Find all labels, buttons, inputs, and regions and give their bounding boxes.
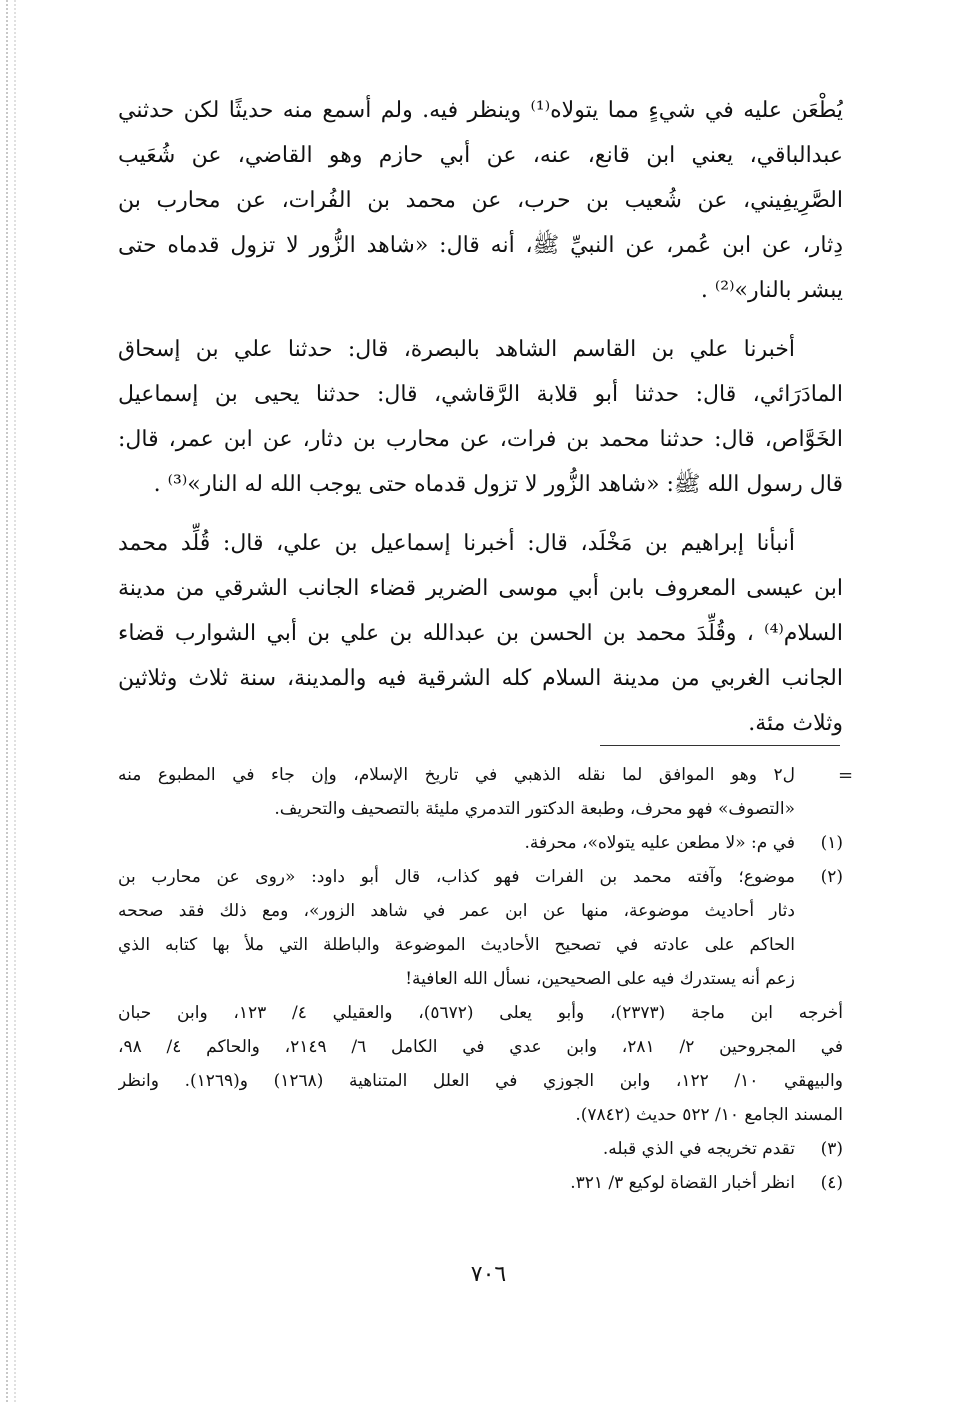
footnote-line: موضوع؛ وآفته محمد بن الفرات فهو كذاب، قال أبو داود: «روى عن محارب بن	[118, 867, 795, 887]
footnote-line: أخرجه ابن ماجة (٢٣٧٣)، وأبو يعلى (٥٦٧٢)، والعقيلي ٤/ ١٢٣، وابن حبان	[118, 1003, 843, 1023]
main-text	[118, 88, 843, 746]
footnote-number: (٣)	[820, 1139, 843, 1159]
footnote-2-takhrij	[118, 996, 843, 1132]
text-line: الصَّرِيفِيني، عن شُعيب بن حرب، عن محمد بن الفُرات، عن محارب بن	[118, 188, 843, 213]
text-line: الجانب الغربي من مدينة السلام كله الشرقية فيه والمدينة، سنة ثلاث وثلاثين	[118, 666, 843, 691]
footnotes	[118, 758, 843, 1200]
footnote-2	[118, 860, 843, 996]
paragraph-3	[118, 521, 843, 746]
footnote-line: «التصوف» فهو محرف، وطبعة الدكتور التدمري مليئة بالتصحيف والتحريف.	[274, 799, 795, 819]
footnote-continued	[118, 758, 843, 826]
footnote-3	[118, 1132, 843, 1166]
paragraph-2	[118, 327, 843, 507]
text-line: المادَرَائي، قال: حدثنا أبو قلابة الرَّقاشي، قال: حدثنا يحيى بن إسماعيل	[118, 382, 843, 407]
text-line: الخَوَّاص، قال: حدثنا محمد بن فرات، عن محارب بن دثار، عن ابن عمر، قال:	[118, 427, 843, 452]
footnote-line: تقدم تخريجه في الذي قبله.	[602, 1139, 795, 1159]
text-line: ابن عيسى المعروف بابن أبي موسى الضرير قضاء الجانب الشرقي من مدينة	[118, 576, 843, 601]
page-number: ٧٠٦	[470, 1262, 507, 1287]
text-line: دِثار، عن ابن عُمر، عن النبيِّ ﷺ، أنه قال: «شاهد الزُّور لا تزول قدماه حتى	[118, 233, 843, 258]
footnote-number: (١)	[820, 833, 843, 853]
footnote-separator	[600, 745, 840, 746]
paragraph-1	[118, 88, 843, 313]
scan-margin-dots-inner	[14, 0, 16, 1402]
footnote-number: (٤)	[820, 1173, 843, 1193]
text-line: أنبأنا إبراهيم بن مَخْلَد، قال: أخبرنا إسماعيل بن علي، قال: قُلِّد محمد	[118, 531, 795, 556]
text-line: السلام⁽⁴⁾ ، وقُلِّدَ محمد بن الحسن بن عبدالله بن علي بن أبي الشوارب قضاء	[118, 621, 843, 646]
text-line: قال رسول الله ﷺ: «شاهد الزُّور لا تزول قدماه حتى يوجب الله له النار»⁽³⁾ .	[153, 472, 843, 497]
footnote-line: في م: «لا مطعن عليه يتولاه»، محرفة.	[524, 833, 795, 853]
footnote-number: (٢)	[820, 867, 843, 887]
footnote-line: زعم أنه يستدرك فيه على الصحيحين، نسأل الله العافية!	[405, 969, 795, 989]
text-line: وثلاث مئة.	[748, 711, 843, 736]
text-line: يُطْعَن عليه في شيءٍ مما يتولاه⁽¹⁾ وينظر فيه. ولم أسمع منه حديثًا لكن حدثني	[118, 98, 843, 123]
footnote-1	[118, 826, 843, 860]
text-line: عبدالباقي، يعني ابن قانع، عنه، عن أبي حازم وهو القاضي، عن شُعَيب	[118, 143, 843, 168]
text-line: أخبرنا علي بن القاسم الشاهد بالبصرة، قال: حدثنا علي بن إسحاق	[118, 337, 795, 362]
footnote-line: في المجروحين ٢/ ٢٨١، وابن عدي في الكامل ٦/ ٢١٤٩، والحاكم ٤/ ٩٨،	[118, 1037, 843, 1057]
footnote-line: دثار أحاديث موضوعة، منها عن ابن عمر في شاهد الزور»، ومع ذلك فقد صححه	[118, 901, 795, 921]
footnote-line: الحاكم على عادته في تصحيح الأحاديث الموضوعة والباطلة التي ملأ بها كتابه الذي	[118, 935, 795, 955]
footnote-line: المسند الجامع ١٠/ ٥٢٢ حديث (٧٨٤٢).	[575, 1105, 843, 1125]
scan-margin-dots	[6, 0, 8, 1402]
footnote-line: انظر أخبار القضاة لوكيع ٣/ ٣٢١.	[570, 1173, 795, 1193]
footnote-line: والبيهقي ١٠/ ١٢٢، وابن الجوزي في العلل المتناهية (١٢٦٨) و(١٢٦٩). وانظر	[118, 1071, 843, 1091]
footnote-continuation-mark: =	[838, 765, 854, 786]
footnote-4	[118, 1166, 843, 1200]
footnote-line: ل٢ وهو الموافق لما نقله الذهبي في تاريخ الإسلام، وإن جاء في المطبوع منه	[118, 765, 795, 785]
text-line: يبشر بالنار»⁽²⁾ .	[700, 278, 843, 303]
